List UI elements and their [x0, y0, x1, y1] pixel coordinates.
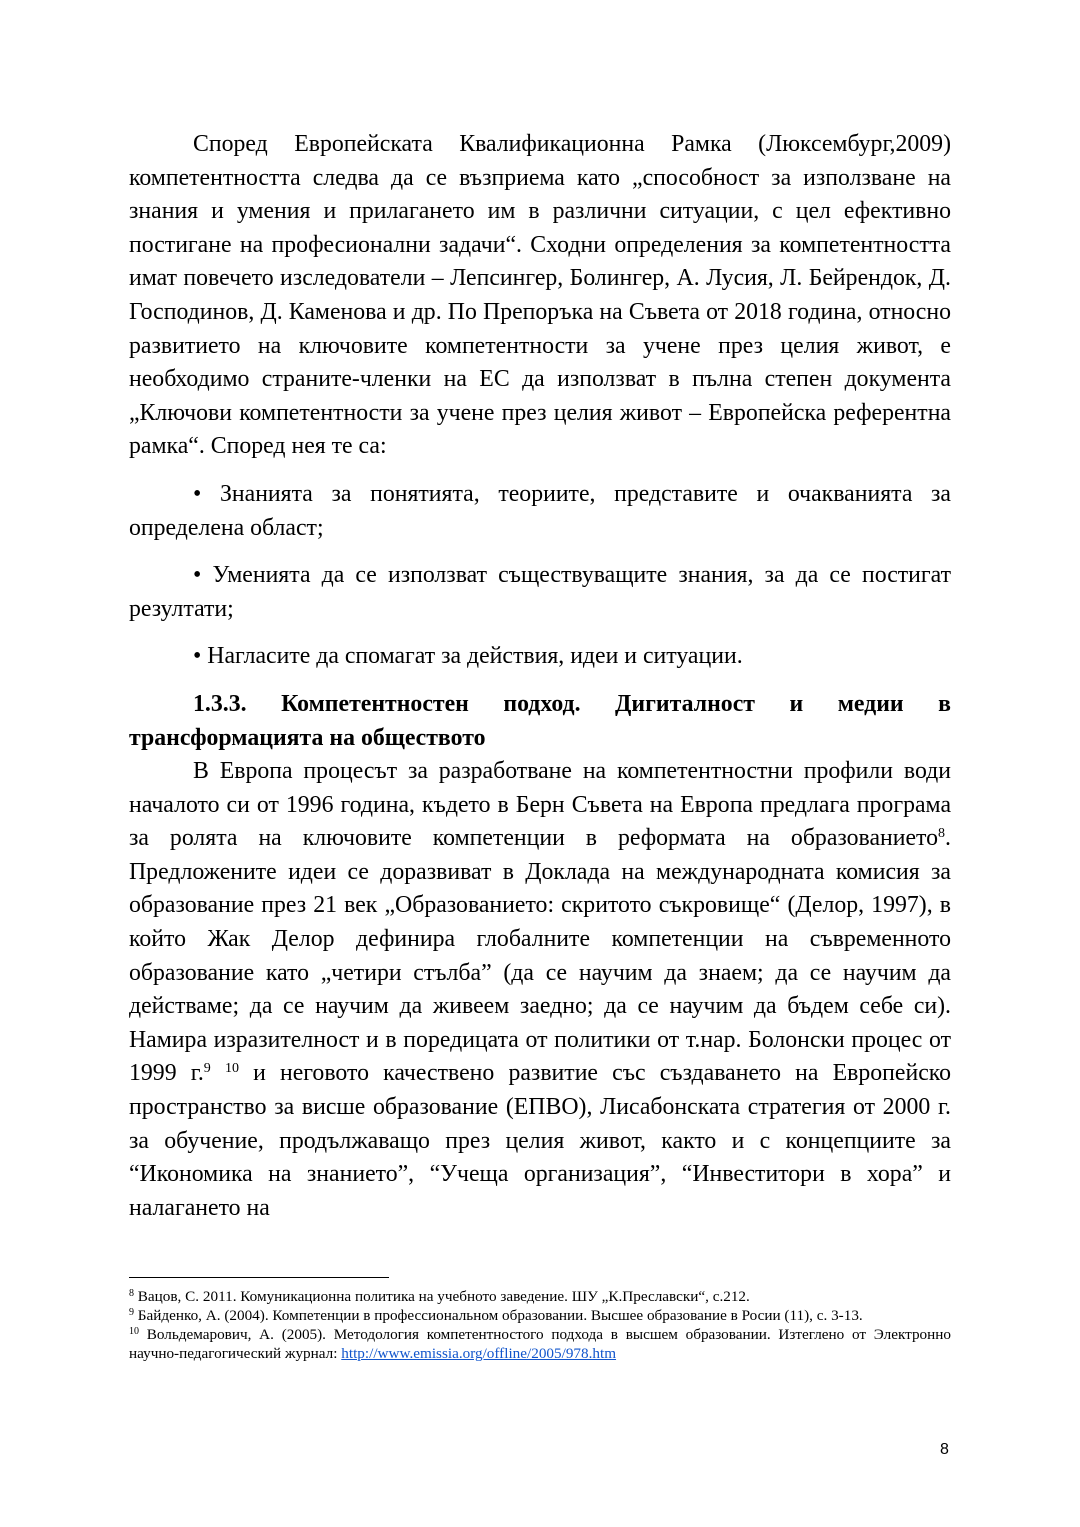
paragraph-text-2: . Предложените идеи се доразвиват в Доклада на международната комисия за образование през 21 век „Образованието: скритото съкровище“ (Делор, 1997), в който Жак Делор дефинира глобалните компетенции на съвременното образование като „четири стълба” (да се научим да знаем; да се научим да действаме; да се научим да живеем заедно; да се научим да бъдем себе си). Намира изразителност и в поредицата от политики от т.нар. Болонски процес от 1999 г. — [129, 825, 951, 1087]
footnote-number: 10 — [129, 1326, 139, 1337]
footnote-number: 9 — [129, 1307, 134, 1318]
bullet-skills: • Уменията да се използват съществуващите знания, за да се постигат резултати; — [129, 562, 951, 622]
footnote-ref-9[interactable]: 9 — [203, 1061, 211, 1077]
paragraph-europe-process — [129, 755, 951, 1225]
footnote-ref-10[interactable]: 10 — [224, 1061, 239, 1077]
footnote-number: 8 — [129, 1288, 134, 1299]
footnote-ref-8[interactable]: 8 — [938, 826, 946, 842]
document-body — [129, 128, 951, 1225]
footnote-separator — [129, 1277, 389, 1278]
bullet-attitudes: • Нагласите да спомагат за действия, идеи и ситуации. — [193, 643, 743, 670]
bullet-knowledge: • Знанията за понятията, теориите, представите и очакванията за определена област; — [129, 480, 951, 541]
footnotes — [129, 1287, 951, 1363]
paragraph-text-3: и неговото качествено развитие със създаването на Европейско пространство за висше образование (ЕПВО), Лисабонската стратегия от 2000 г. за обучение, продължаващо през целия живот, както и с концепциите за “Икономика на знанието”, “Учеща организация”, “Инвеститори в хора” и налагането на — [129, 1060, 952, 1221]
footnote-9 — [129, 1306, 951, 1325]
paragraph-eqf-definition: Според Европейската Квалификационна Рамка (Люксембург,2009) компетентността следва да се възприема като „способност за използване на знания и умения и прилагането им в различни ситуации, с цел ефективно постигане на професионални задачи“. Сходни определения за компетентността имат повечето изследователи – Лепсингер, Болингер, А. Лусия, Л. Бейрендок, Д. Господинов, Д. Каменова и др. По Препоръка на Съвета от 2018 година, относно развитието на ключовите компетентности за учене през целия живот, е необходимо страните-членки на ЕС да използват в пълна степен документа „Ключови компетентности за учене през целия живот – Европейска референтна рамка“. Според нея те са: — [129, 131, 951, 460]
footnote-8 — [129, 1287, 951, 1306]
footnote-text: Байденко, А. (2004). Компетенции в профессиональном образовании. Высшее образование в Росии (11), с. 3-13. — [134, 1307, 863, 1324]
paragraph-text-1: В Европа процесът за разработване на компетентностни профили води началото си от 1996 година, където в Берн Съвета на Европа предлага програма за ролята на ключовите компетенции в реформата на образованието — [129, 758, 951, 852]
footnote-text: Вацов, С. 2011. Комуникационна политика на учебното заведение. ШУ „К.Преславски“, с.212. — [134, 1288, 750, 1305]
section-heading: 1.3.3. Компетентностен подход. Дигиталност и медии в трансформацията на обществото — [129, 690, 951, 751]
footnote-10 — [129, 1325, 951, 1363]
footnote-link[interactable]: http://www.emissia.org/offline/2005/978.htm — [341, 1345, 617, 1362]
footnote-text: Вольдемарович, А. (2005). Методология компетентностого подхода в высшем образовании. Изтеглено от Электронно научно-педагогический журнал: — [129, 1326, 951, 1362]
page-number: 8 — [940, 1441, 949, 1458]
